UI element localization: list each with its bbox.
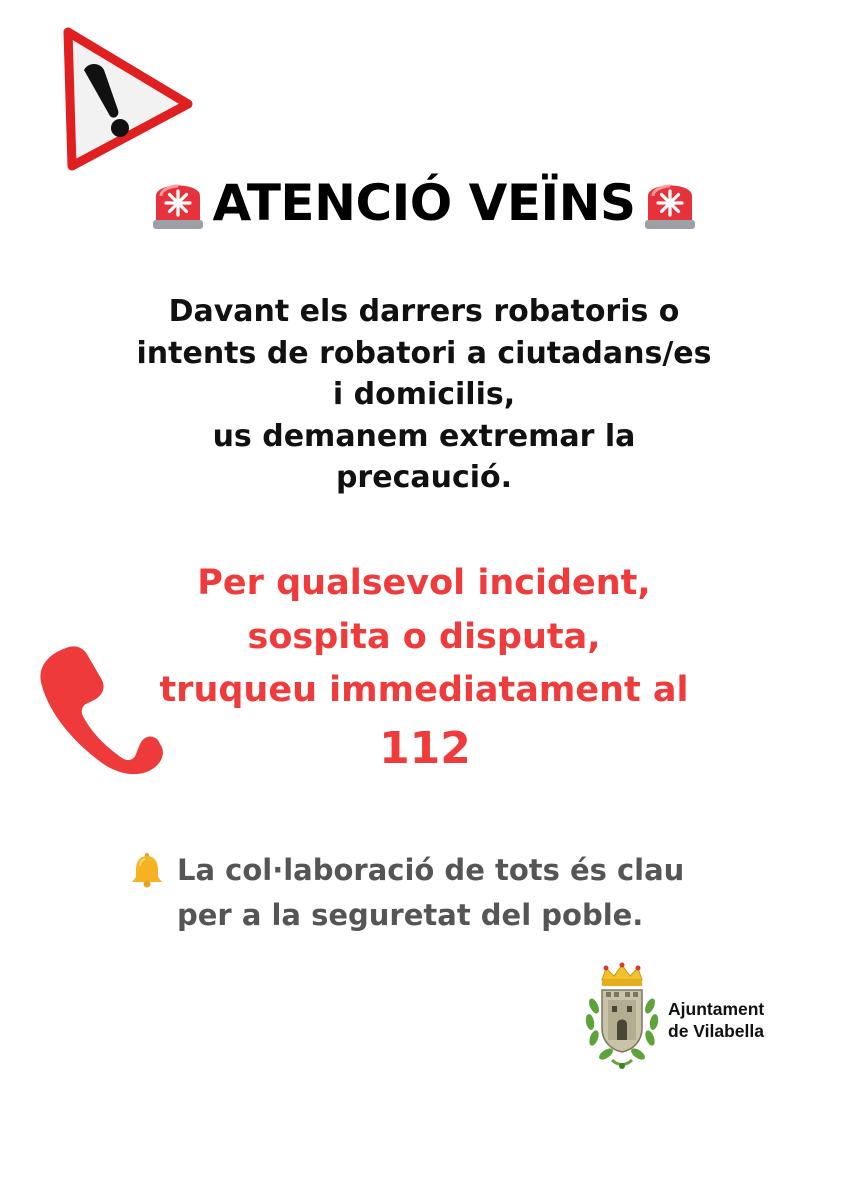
emergency-number: 112 [379, 723, 471, 774]
emergency-line: truqueu immediatament al [159, 670, 689, 710]
footer-line: La col·laboració de tots és clau [177, 853, 685, 887]
emergency-message [60, 557, 788, 718]
intro-paragraph [40, 291, 808, 499]
intro-line: i domicilis, [332, 377, 516, 412]
title-row [0, 170, 848, 236]
intro-line: us demanem extremar la [212, 418, 636, 454]
siren-icon [641, 174, 699, 232]
council-line: de Vilabella [668, 1021, 764, 1041]
emergency-line: Per qualsevol incident, [197, 563, 651, 603]
intro-line: Davant els darrers robatoris o [168, 294, 680, 329]
coat-of-arms [580, 962, 664, 1074]
warning-icon [58, 26, 196, 174]
footer-line: per a la seguretat del poble. [177, 898, 644, 932]
council-name [668, 998, 828, 1042]
footer-message [177, 848, 797, 938]
intro-line: precaució. [335, 460, 513, 495]
page-title: ATENCIÓ VEÏNS [212, 174, 636, 232]
intro-line: intents de robatori a ciutadans/es [136, 335, 712, 371]
siren-icon [149, 174, 207, 232]
bell-icon [130, 852, 164, 888]
emergency-line: sospita o disputa, [247, 616, 601, 657]
council-line: Ajuntament [668, 999, 765, 1019]
